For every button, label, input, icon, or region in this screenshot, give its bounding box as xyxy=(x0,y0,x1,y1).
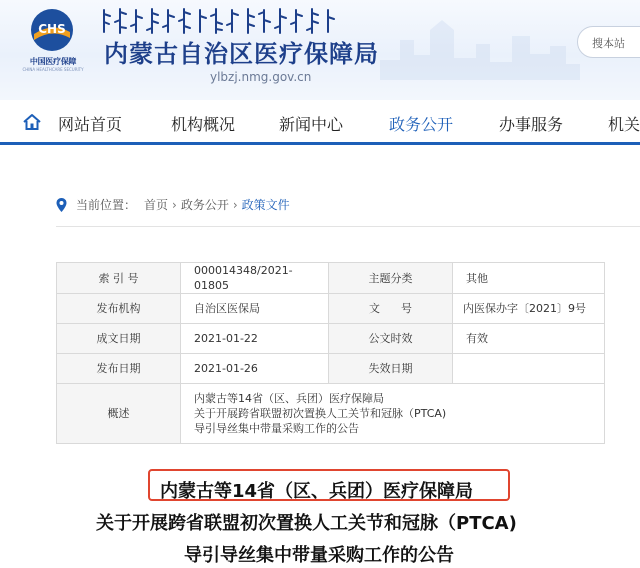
site-domain: ylbzj.nmg.gov.cn xyxy=(210,70,312,84)
meta-value-issuer: 自治区医保局 xyxy=(181,294,329,324)
meta-key-docno: 文 号 xyxy=(329,294,453,324)
nav-item-home[interactable]: 网站首页 xyxy=(58,115,123,134)
breadcrumb xyxy=(56,196,290,213)
meta-key-published: 发布日期 xyxy=(57,354,181,384)
table-row xyxy=(57,263,605,294)
chs-logo-icon xyxy=(30,8,74,52)
location-pin-icon xyxy=(56,198,67,212)
nav-item-services[interactable]: 办事服务 xyxy=(499,115,564,134)
meta-value-subject: 其他 xyxy=(453,263,605,294)
table-row xyxy=(57,294,605,324)
meta-key-subject: 主题分类 xyxy=(329,263,453,294)
table-row xyxy=(57,354,605,384)
meta-value-index: 000014348/2021-01805 xyxy=(181,263,329,294)
breadcrumb-separator: › xyxy=(232,197,238,212)
summary-line: 关于开展跨省联盟初次置换人工关节和冠脉（PTCA) xyxy=(194,407,447,420)
site-title[interactable]: 内蒙古自治区医疗保障局 xyxy=(104,40,379,68)
nav-item-news[interactable]: 新闻中心 xyxy=(279,115,344,134)
meta-value-published: 2021-01-26 xyxy=(181,354,329,384)
nav-item-gov-affairs[interactable]: 政务公开 xyxy=(389,115,454,134)
article-title-line-1: 内蒙古等14省（区、兵团）医疗保障局 xyxy=(160,481,474,502)
summary-line: 内蒙古等14省（区、兵团）医疗保障局 xyxy=(194,392,384,405)
nav-item-about[interactable]: 机构概况 xyxy=(171,115,236,134)
table-row xyxy=(57,384,605,444)
logo-cn-text: 中国医疗保障 xyxy=(29,57,77,66)
meta-key-index: 索 引 号 xyxy=(57,263,181,294)
breadcrumb-gov-affairs[interactable]: 政务公开 xyxy=(180,198,229,212)
chs-logo[interactable] xyxy=(22,8,84,78)
article-title-line-3: 导引导丝集中带量采购工作的公告 xyxy=(184,545,454,566)
meta-value-summary xyxy=(181,384,605,444)
meta-value-created: 2021-01-22 xyxy=(181,324,329,354)
meta-value-docno: 内医保办字〔2021〕9号 xyxy=(453,294,605,324)
breadcrumb-separator: › xyxy=(172,197,177,212)
search-input[interactable] xyxy=(592,34,640,52)
meta-value-expiry xyxy=(453,354,605,384)
table-row xyxy=(57,324,605,354)
home-icon[interactable] xyxy=(22,112,42,132)
skyline-decoration xyxy=(380,10,580,80)
document-meta-table xyxy=(56,262,605,444)
meta-key-issuer: 发布机构 xyxy=(57,294,181,324)
summary-line: 导引导丝集中带量采购工作的公告 xyxy=(194,422,359,435)
mongolian-script-title xyxy=(96,6,346,36)
breadcrumb-policy-docs[interactable]: 政策文件 xyxy=(241,198,290,212)
breadcrumb-label: 当前位置： xyxy=(76,198,137,212)
nav-item-organs[interactable]: 机关 xyxy=(608,115,640,134)
site-header xyxy=(0,0,640,100)
logo-abbr: CHS xyxy=(38,22,66,36)
article-title-line-2: 关于开展跨省联盟初次置换人工关节和冠脉（PTCA) xyxy=(96,513,517,534)
main-nav xyxy=(0,100,640,145)
site-search[interactable] xyxy=(577,26,640,58)
meta-value-validity: 有效 xyxy=(453,324,605,354)
meta-key-created: 成文日期 xyxy=(57,324,181,354)
meta-key-summary: 概述 xyxy=(57,384,181,444)
breadcrumb-home[interactable]: 首页 xyxy=(144,198,169,212)
logo-en-text: CHINA HEALTHCARE SECURITY xyxy=(22,67,84,72)
meta-key-validity: 公文时效 xyxy=(329,324,453,354)
meta-key-expiry: 失效日期 xyxy=(329,354,453,384)
breadcrumb-divider xyxy=(56,226,640,227)
